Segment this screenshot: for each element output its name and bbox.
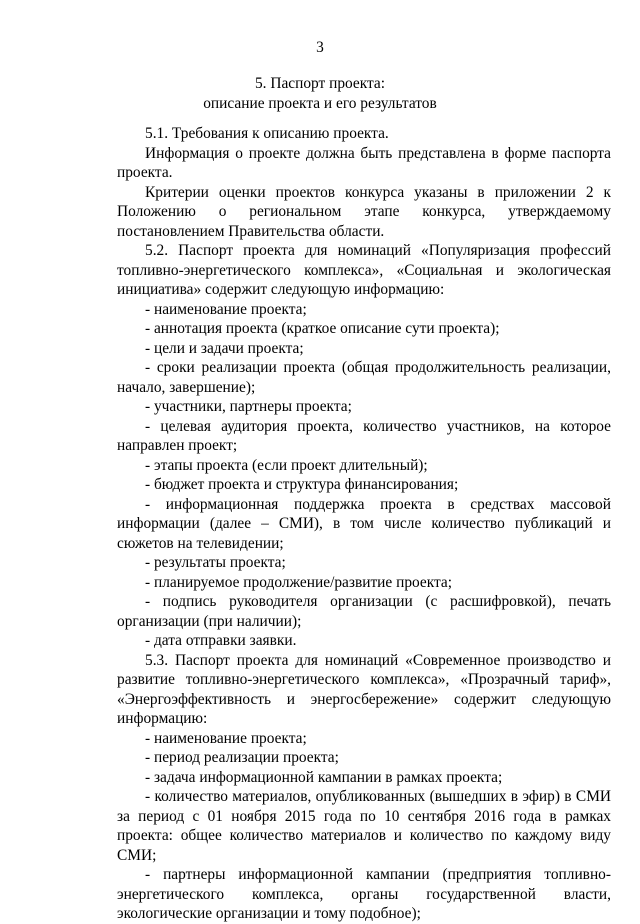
- list-item: - период реализации проекта;: [145, 749, 339, 766]
- list-item: - наименование проекта;: [145, 729, 307, 747]
- list-item: - количество материалов, опубликованных (вышедших в эфир) в СМИ за период с 01 ноября 2015 года по 10 сентября 2016 года в рамках проекта: общее количество материалов и количество по каждому виду СМИ;: [117, 788, 611, 864]
- document-body: [117, 124, 611, 924]
- list-item: - результаты проекта;: [145, 554, 286, 571]
- list-item: - сроки реализации проекта (общая продолжительность реализации, начало, завершение);: [117, 359, 611, 396]
- paragraph: Критерии оценки проектов конкурса указаны в приложении 2 к Положению о региональном этапе конкурса, утверждаемому постановлением Правительства области.: [117, 183, 611, 240]
- list-item: - участники, партнеры проекта;: [145, 398, 352, 415]
- list-item: - задача информационной кампании в рамках проекта;: [145, 768, 503, 786]
- list-item: - партнеры информационной кампании (предприятия топливно-энергетического комплекса, органы государственной власти, экологические организации и тому подобное);: [117, 866, 611, 922]
- list-item: - планируемое продолжение/развитие проекта;: [145, 573, 453, 591]
- paragraph: 5.1. Требования к описанию проекта.: [145, 125, 389, 142]
- list-item: - целевая аудитория проекта, количество участников, на которое направлен проект;: [117, 417, 611, 454]
- list-item: - дата отправки заявки.: [145, 632, 297, 649]
- list-item: - информационная поддержка проекта в средствах массовой информации (далее – СМИ), в том числе количество публикаций и сюжетов на телевидении;: [117, 495, 611, 552]
- section-subtitle: описание проекта и его результатов: [203, 95, 437, 112]
- list-item: - подпись руководителя организации (с расшифровкой), печать организации (при наличии);: [117, 593, 611, 630]
- paragraph: 5.2. Паспорт проекта для номинаций «Популяризация профессий топливно-энергетического комплекса», «Социальная и экологическая инициатива» содержит следующую информацию:: [117, 242, 611, 298]
- list-item: - этапы проекта (если проект длительный);: [145, 456, 428, 474]
- page-number: 3: [316, 39, 324, 56]
- list-item: - цели и задачи проекта;: [145, 339, 304, 357]
- paragraph: 5.3. Паспорт проекта для номинаций «Современное производство и развитие топливно-энергетического комплекса», «Прозрачный тариф», «Энергоэффективность и энергосбережение» содержит следующую информацию:: [117, 651, 611, 727]
- paragraph: Информация о проекте должна быть представлена в форме паспорта проекта.: [117, 144, 611, 181]
- list-item: - наименование проекта;: [145, 300, 307, 318]
- list-item: - аннотация проекта (краткое описание сути проекта);: [145, 320, 500, 337]
- section-title: 5. Паспорт проекта:: [254, 75, 386, 92]
- list-item: - бюджет проекта и структура финансирования;: [145, 476, 459, 493]
